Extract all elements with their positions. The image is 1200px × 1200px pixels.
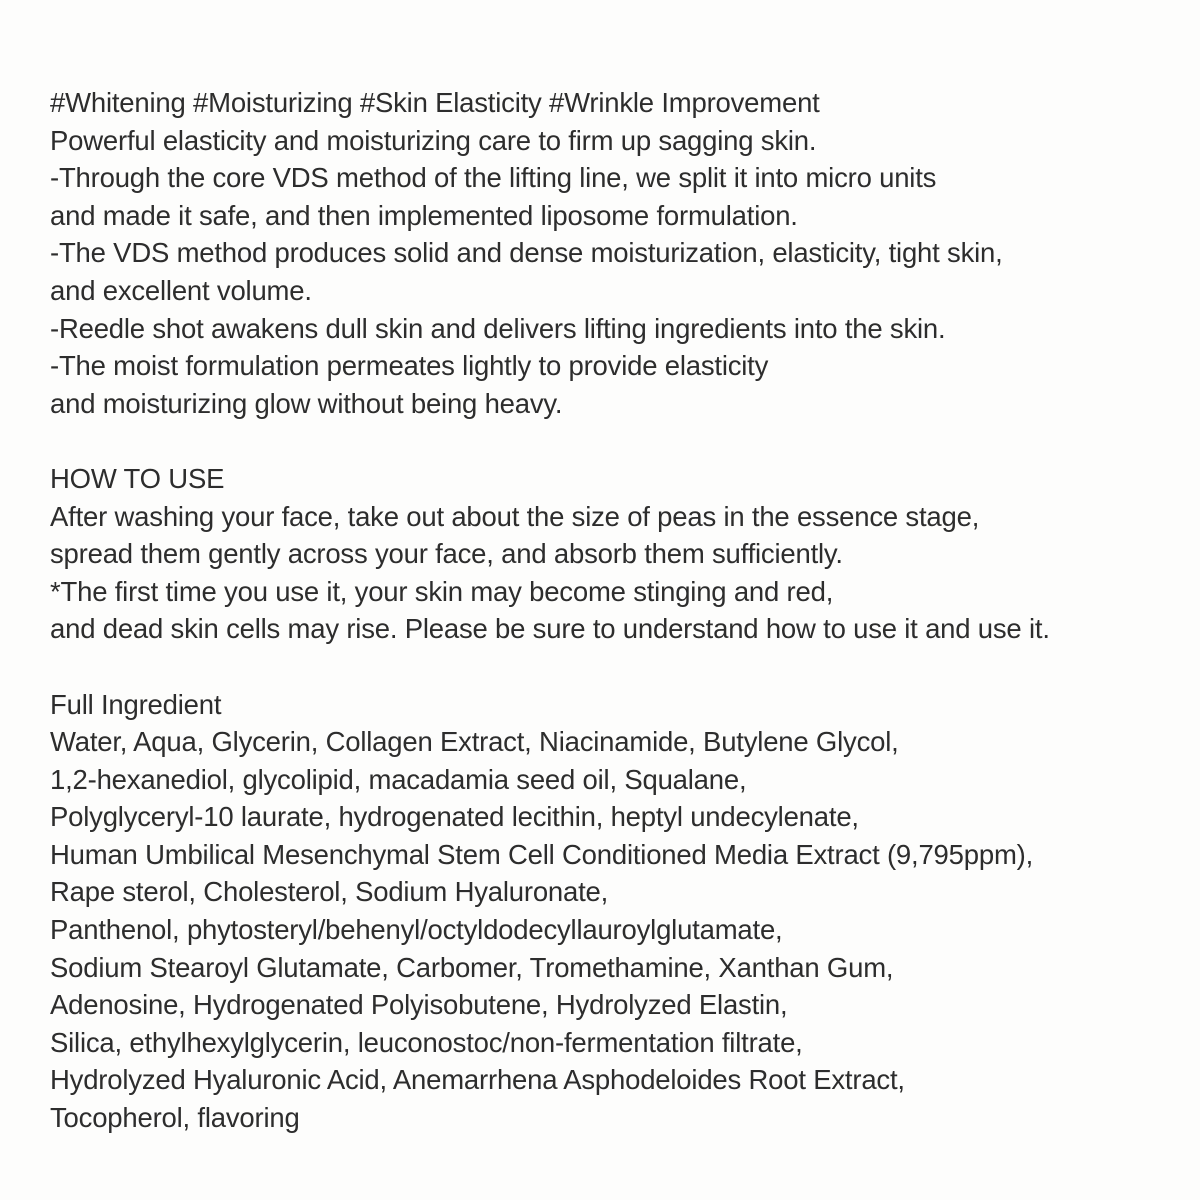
text-line: Human Umbilical Mesenchymal Stem Cell Conditioned Media Extract (9,795ppm), <box>50 838 1034 870</box>
text-line: -The moist formulation permeates lightly to provide elasticity <box>50 350 769 382</box>
text-line: After washing your face, take out about the size of peas in the essence stage, <box>50 500 980 532</box>
text-line: -Through the core VDS method of the lifting line, we split it into micro units <box>50 162 937 194</box>
text-line: Hydrolyzed Hyaluronic Acid, Anemarrhena Asphodeloides Root Extract, <box>50 1064 905 1096</box>
text-line: and dead skin cells may rise. Please be sure to understand how to use it and use it. <box>50 613 1050 645</box>
product-highlights-section <box>50 84 1170 422</box>
text-line: *The first time you use it, your skin may become stinging and red, <box>50 575 834 607</box>
text-line: and made it safe, and then implemented liposome formulation. <box>50 199 798 231</box>
text-line: -The VDS method produces solid and dense moisturization, elasticity, tight skin, <box>50 237 1003 269</box>
text-line: Silica, ethylhexylglycerin, leuconostoc/non-fermentation filtrate, <box>50 1026 803 1058</box>
how-to-use-lines <box>50 498 1170 648</box>
text-line: and excellent volume. <box>50 274 312 306</box>
text-line: #Whitening #Moisturizing #Skin Elasticity #Wrinkle Improvement <box>50 87 820 118</box>
text-line: -Reedle shot awakens dull skin and delivers lifting ingredients into the skin. <box>50 312 946 344</box>
full-ingredient-section <box>50 686 1170 1137</box>
text-line: Panthenol, phytosteryl/behenyl/octyldodecyllauroylglutamate, <box>50 914 783 946</box>
text-line: Adenosine, Hydrogenated Polyisobutene, Hydrolyzed Elastin, <box>50 989 788 1021</box>
text-line: spread them gently across your face, and absorb them sufficiently. <box>50 538 843 570</box>
text-line: 1,2-hexanediol, glycolipid, macadamia seed oil, Squalane, <box>50 763 747 795</box>
text-line: Sodium Stearoyl Glutamate, Carbomer, Tromethamine, Xanthan Gum, <box>50 951 894 983</box>
text-line: Powerful elasticity and moisturizing care to firm up sagging skin. <box>50 124 817 156</box>
how-to-use-section <box>50 460 1170 648</box>
text-line: Polyglyceryl-10 laurate, hydrogenated lecithin, heptyl undecylenate, <box>50 801 859 833</box>
text-line: Water, Aqua, Glycerin, Collagen Extract, Niacinamide, Butylene Glycol, <box>50 726 899 758</box>
product-highlights-lines <box>50 84 1170 422</box>
how-to-use-heading: HOW TO USE <box>50 462 225 494</box>
full-ingredient-lines <box>50 723 1170 1137</box>
text-line: Tocopherol, flavoring <box>50 1102 300 1134</box>
text-line: Rape sterol, Cholesterol, Sodium Hyaluronate, <box>50 876 609 908</box>
full-ingredient-heading: Full Ingredient <box>50 688 222 720</box>
text-line: and moisturizing glow without being heavy. <box>50 387 563 419</box>
